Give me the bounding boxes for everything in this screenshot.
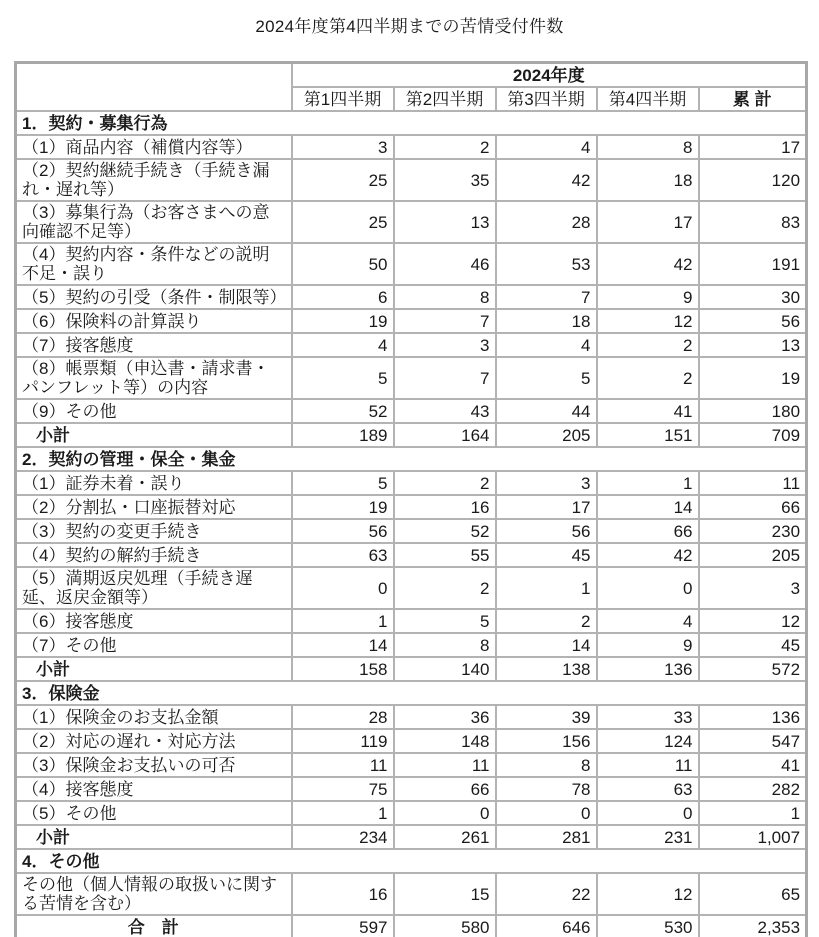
row-value: 1	[496, 567, 597, 609]
row-value: 12	[597, 873, 699, 915]
row-value: 42	[597, 543, 699, 567]
section-title: 4．その他	[16, 849, 807, 873]
row-value: 282	[699, 777, 807, 801]
row-label: （2）契約継続手続き（手続き漏れ・遅れ等）	[16, 159, 292, 201]
row-value: 1,007	[699, 825, 807, 849]
row-value: 2	[394, 135, 496, 159]
row-value: 136	[597, 657, 699, 681]
row-value: 4	[496, 333, 597, 357]
table-row	[16, 609, 807, 633]
row-value: 4	[496, 135, 597, 159]
row-value: 5	[496, 357, 597, 399]
row-value: 572	[699, 657, 807, 681]
row-value: 63	[292, 543, 394, 567]
complaints-table	[14, 61, 808, 937]
row-value: 13	[699, 333, 807, 357]
row-value: 124	[597, 729, 699, 753]
row-value: 1	[597, 471, 699, 495]
row-value: 148	[394, 729, 496, 753]
row-value: 53	[496, 243, 597, 285]
row-value: 0	[597, 567, 699, 609]
section-header-row	[16, 447, 807, 471]
table-row	[16, 135, 807, 159]
row-value: 35	[394, 159, 496, 201]
row-value: 19	[292, 495, 394, 519]
row-value: 9	[597, 633, 699, 657]
row-label: （3）保険金お支払いの可否	[16, 753, 292, 777]
table-row	[16, 753, 807, 777]
row-label: （5）契約の引受（条件・制限等）	[16, 285, 292, 309]
row-value: 4	[597, 609, 699, 633]
row-label: （6）接客態度	[16, 609, 292, 633]
row-label: （8）帳票類（申込書・請求書・パンフレット等）の内容	[16, 357, 292, 399]
row-value: 119	[292, 729, 394, 753]
row-value: 180	[699, 399, 807, 423]
row-value: 3	[292, 135, 394, 159]
row-label: （4）接客態度	[16, 777, 292, 801]
row-value: 3	[496, 471, 597, 495]
row-value: 41	[699, 753, 807, 777]
row-value: 14	[292, 633, 394, 657]
table-row	[16, 309, 807, 333]
section-header-row	[16, 849, 807, 873]
table-row	[16, 567, 807, 609]
row-value: 1	[699, 801, 807, 825]
row-value: 12	[699, 609, 807, 633]
row-label: 小計	[16, 825, 292, 849]
row-value: 50	[292, 243, 394, 285]
row-value: 8	[394, 633, 496, 657]
row-value: 17	[496, 495, 597, 519]
table-row	[16, 543, 807, 567]
row-value: 1	[292, 609, 394, 633]
table-row	[16, 801, 807, 825]
row-value: 164	[394, 423, 496, 447]
subtotal-row	[16, 657, 807, 681]
row-value: 45	[699, 633, 807, 657]
table-row	[16, 495, 807, 519]
row-label: 合 計	[16, 915, 292, 937]
row-value: 5	[292, 471, 394, 495]
row-value: 9	[597, 285, 699, 309]
table-row	[16, 519, 807, 543]
row-value: 234	[292, 825, 394, 849]
section-title: 2．契約の管理・保全・集金	[16, 447, 807, 471]
row-value: 16	[394, 495, 496, 519]
row-value: 7	[394, 357, 496, 399]
section-title: 1．契約・募集行為	[16, 111, 807, 135]
row-value: 63	[597, 777, 699, 801]
row-label: （6）保険料の計算誤り	[16, 309, 292, 333]
row-value: 17	[597, 201, 699, 243]
row-value: 0	[597, 801, 699, 825]
row-value: 45	[496, 543, 597, 567]
corner-cell	[16, 63, 292, 112]
row-value: 547	[699, 729, 807, 753]
row-value: 28	[496, 201, 597, 243]
row-label: その他（個人情報の取扱いに関する苦情を含む）	[16, 873, 292, 915]
row-value: 18	[496, 309, 597, 333]
row-value: 2	[394, 567, 496, 609]
row-value: 13	[394, 201, 496, 243]
row-value: 2	[394, 471, 496, 495]
row-label: （2）対応の遅れ・対応方法	[16, 729, 292, 753]
row-value: 230	[699, 519, 807, 543]
row-value: 56	[292, 519, 394, 543]
row-value: 5	[394, 609, 496, 633]
row-value: 580	[394, 915, 496, 937]
table-row	[16, 705, 807, 729]
row-value: 56	[496, 519, 597, 543]
page-title: 2024年度第4四半期までの苦情受付件数	[255, 17, 564, 36]
table-row	[16, 471, 807, 495]
row-value: 8	[496, 753, 597, 777]
row-value: 75	[292, 777, 394, 801]
row-value: 52	[394, 519, 496, 543]
row-value: 597	[292, 915, 394, 937]
row-value: 530	[597, 915, 699, 937]
table-row	[16, 357, 807, 399]
table-row	[16, 243, 807, 285]
table-row	[16, 285, 807, 309]
row-value: 8	[394, 285, 496, 309]
row-value: 78	[496, 777, 597, 801]
row-value: 205	[699, 543, 807, 567]
row-value: 3	[699, 567, 807, 609]
row-label: （9）その他	[16, 399, 292, 423]
year-header-row	[16, 63, 807, 88]
year-header: 2024年度	[292, 63, 807, 88]
row-value: 1	[292, 801, 394, 825]
row-value: 2	[496, 609, 597, 633]
section-header-row	[16, 681, 807, 705]
row-label: （1）証券未着・誤り	[16, 471, 292, 495]
row-value: 15	[394, 873, 496, 915]
row-value: 205	[496, 423, 597, 447]
row-value: 17	[699, 135, 807, 159]
row-label: （5）その他	[16, 801, 292, 825]
row-value: 0	[394, 801, 496, 825]
total-row	[16, 915, 807, 937]
row-value: 261	[394, 825, 496, 849]
row-value: 22	[496, 873, 597, 915]
row-value: 2	[597, 357, 699, 399]
row-value: 52	[292, 399, 394, 423]
section-header-row	[16, 111, 807, 135]
row-value: 2,353	[699, 915, 807, 937]
row-value: 46	[394, 243, 496, 285]
row-value: 44	[496, 399, 597, 423]
row-value: 42	[496, 159, 597, 201]
row-value: 11	[394, 753, 496, 777]
table-body	[16, 111, 807, 937]
row-label: （3）募集行為（お客さまへの意向確認不足等）	[16, 201, 292, 243]
section-title: 3．保険金	[16, 681, 807, 705]
row-value: 19	[292, 309, 394, 333]
row-value: 646	[496, 915, 597, 937]
row-value: 281	[496, 825, 597, 849]
row-value: 33	[597, 705, 699, 729]
row-value: 8	[597, 135, 699, 159]
row-value: 5	[292, 357, 394, 399]
row-value: 25	[292, 201, 394, 243]
row-value: 6	[292, 285, 394, 309]
row-value: 55	[394, 543, 496, 567]
row-label: （4）契約内容・条件などの説明不足・誤り	[16, 243, 292, 285]
row-value: 151	[597, 423, 699, 447]
table-row	[16, 777, 807, 801]
row-value: 7	[496, 285, 597, 309]
table-row	[16, 873, 807, 915]
table-row	[16, 633, 807, 657]
row-value: 41	[597, 399, 699, 423]
row-value: 42	[597, 243, 699, 285]
row-value: 140	[394, 657, 496, 681]
row-value: 83	[699, 201, 807, 243]
row-value: 18	[597, 159, 699, 201]
row-value: 39	[496, 705, 597, 729]
row-value: 11	[292, 753, 394, 777]
row-label: 小計	[16, 423, 292, 447]
row-label: （2）分割払・口座振替対応	[16, 495, 292, 519]
table-row	[16, 729, 807, 753]
row-value: 138	[496, 657, 597, 681]
row-value: 25	[292, 159, 394, 201]
row-value: 0	[496, 801, 597, 825]
row-value: 231	[597, 825, 699, 849]
row-value: 28	[292, 705, 394, 729]
row-value: 7	[394, 309, 496, 333]
row-label: （7）接客態度	[16, 333, 292, 357]
row-label: （1）保険金のお支払金額	[16, 705, 292, 729]
table-row	[16, 201, 807, 243]
col-header-q3: 第3四半期	[496, 87, 597, 111]
row-label: （3）契約の変更手続き	[16, 519, 292, 543]
subtotal-row	[16, 825, 807, 849]
row-value: 4	[292, 333, 394, 357]
row-label: （1）商品内容（補償内容等）	[16, 135, 292, 159]
row-value: 11	[597, 753, 699, 777]
row-value: 14	[496, 633, 597, 657]
row-label: 小計	[16, 657, 292, 681]
col-header-q4: 第4四半期	[597, 87, 699, 111]
row-value: 11	[699, 471, 807, 495]
table-row	[16, 399, 807, 423]
row-value: 56	[699, 309, 807, 333]
row-value: 19	[699, 357, 807, 399]
row-value: 0	[292, 567, 394, 609]
row-value: 136	[699, 705, 807, 729]
subtotal-row	[16, 423, 807, 447]
row-value: 14	[597, 495, 699, 519]
row-value: 66	[699, 495, 807, 519]
row-label: （5）満期返戻処理（手続き遅延、返戻金額等）	[16, 567, 292, 609]
col-header-total: 累 計	[699, 87, 807, 111]
row-value: 43	[394, 399, 496, 423]
row-value: 12	[597, 309, 699, 333]
row-value: 3	[394, 333, 496, 357]
table-row	[16, 159, 807, 201]
row-value: 66	[394, 777, 496, 801]
row-value: 120	[699, 159, 807, 201]
row-value: 158	[292, 657, 394, 681]
row-value: 189	[292, 423, 394, 447]
row-value: 191	[699, 243, 807, 285]
row-value: 156	[496, 729, 597, 753]
row-value: 30	[699, 285, 807, 309]
row-label: （4）契約の解約手続き	[16, 543, 292, 567]
row-value: 16	[292, 873, 394, 915]
row-value: 36	[394, 705, 496, 729]
col-header-q1: 第1四半期	[292, 87, 394, 111]
row-value: 66	[597, 519, 699, 543]
row-value: 2	[597, 333, 699, 357]
table-row	[16, 333, 807, 357]
row-value: 709	[699, 423, 807, 447]
row-label: （7）その他	[16, 633, 292, 657]
col-header-q2: 第2四半期	[394, 87, 496, 111]
row-value: 65	[699, 873, 807, 915]
